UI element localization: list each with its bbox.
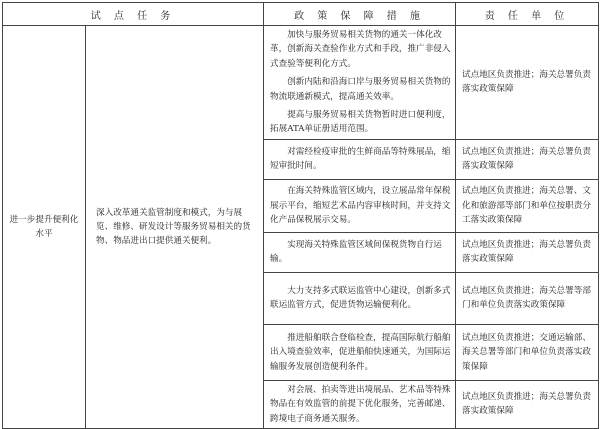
category-cell: 进一步提升便利化水平 xyxy=(3,26,86,429)
policy-table xyxy=(2,2,599,429)
measure-text: 对需经检疫审批的生鲜商品等特殊展品，缩短审批时间。 xyxy=(270,146,451,172)
measure-cell xyxy=(264,324,456,380)
measure-cell xyxy=(264,380,456,428)
measure-text: 对会展、拍卖等进出境展品、艺术品等特殊物品在有效监管的前提下优化服务，完善邮递、跨境电子商务通关服务。 xyxy=(270,384,451,424)
unit-cell: 试点地区负责推进；海关总署负责落实政策保障 xyxy=(456,139,599,179)
measure-text: 在海关特殊监管区域内，设立展品常年保税展示平台，缩短艺术品内容审核时间，并支持文化产品保税展示交易。 xyxy=(270,186,451,226)
measure-text: 大力支持多式联运监管中心建设，创新多式联运监管方式，促进货物运输便利化。 xyxy=(270,285,451,311)
unit-cell: 试点地区负责推进；海关总署等部门和单位负责落实政策保障 xyxy=(456,272,599,324)
unit-cell: 试点地区负责推进；交通运输部、海关总署等部门和单位负责落实政策保障 xyxy=(456,324,599,380)
measure-cell xyxy=(264,26,456,140)
task-cell: 深入改革通关监管制度和模式，为与展览、维修、研发设计等服务贸易相关的货物、物品进出口提供通关便利。 xyxy=(86,26,264,429)
unit-cell: 试点地区负责推进；海关总署、文化和旅游部等部门和单位按职责分工落实政策保障 xyxy=(456,179,599,232)
unit-cell: 试点地区负责推进；海关总署负责落实政策保障 xyxy=(456,232,599,272)
table-row xyxy=(3,26,599,140)
measure-text: 加快与服务贸易相关货物的通关一体化改革，创新海关查验作业方式和手段，推广非侵入式查验等便利化方式。 xyxy=(270,30,451,69)
header-responsible-unit: 责 任 单 位 xyxy=(456,3,599,26)
unit-cell: 试点地区负责推进；海关总署负责落实政策保障 xyxy=(456,380,599,428)
header-row xyxy=(3,3,599,26)
measure-text: 创新内陆和沿海口岸与服务贸易相关货物的物流联通新模式，提高通关效率。 xyxy=(270,77,451,102)
measure-text: 推进船舶联合登临检查，提高国际航行船舶出入境查验效率，促进船舶快速通关，为国际运输服务发展创造便利条件。 xyxy=(270,332,451,372)
unit-cell: 试点地区负责推进；海关总署负责落实政策保障 xyxy=(456,26,599,140)
measure-text: 实现海关特殊监管区域间保税货物自行运输。 xyxy=(270,239,442,265)
header-policy-measures: 政 策 保 障 措 施 xyxy=(264,3,456,26)
measure-cell xyxy=(264,232,456,272)
measure-cell xyxy=(264,179,456,232)
measure-cell xyxy=(264,272,456,324)
measure-cell xyxy=(264,139,456,179)
header-pilot-task: 试 点 任 务 xyxy=(3,3,264,26)
measure-text: 提高与服务贸易相关货物暂时进口便利度，拓展ATA单证册适用范围。 xyxy=(270,110,451,135)
